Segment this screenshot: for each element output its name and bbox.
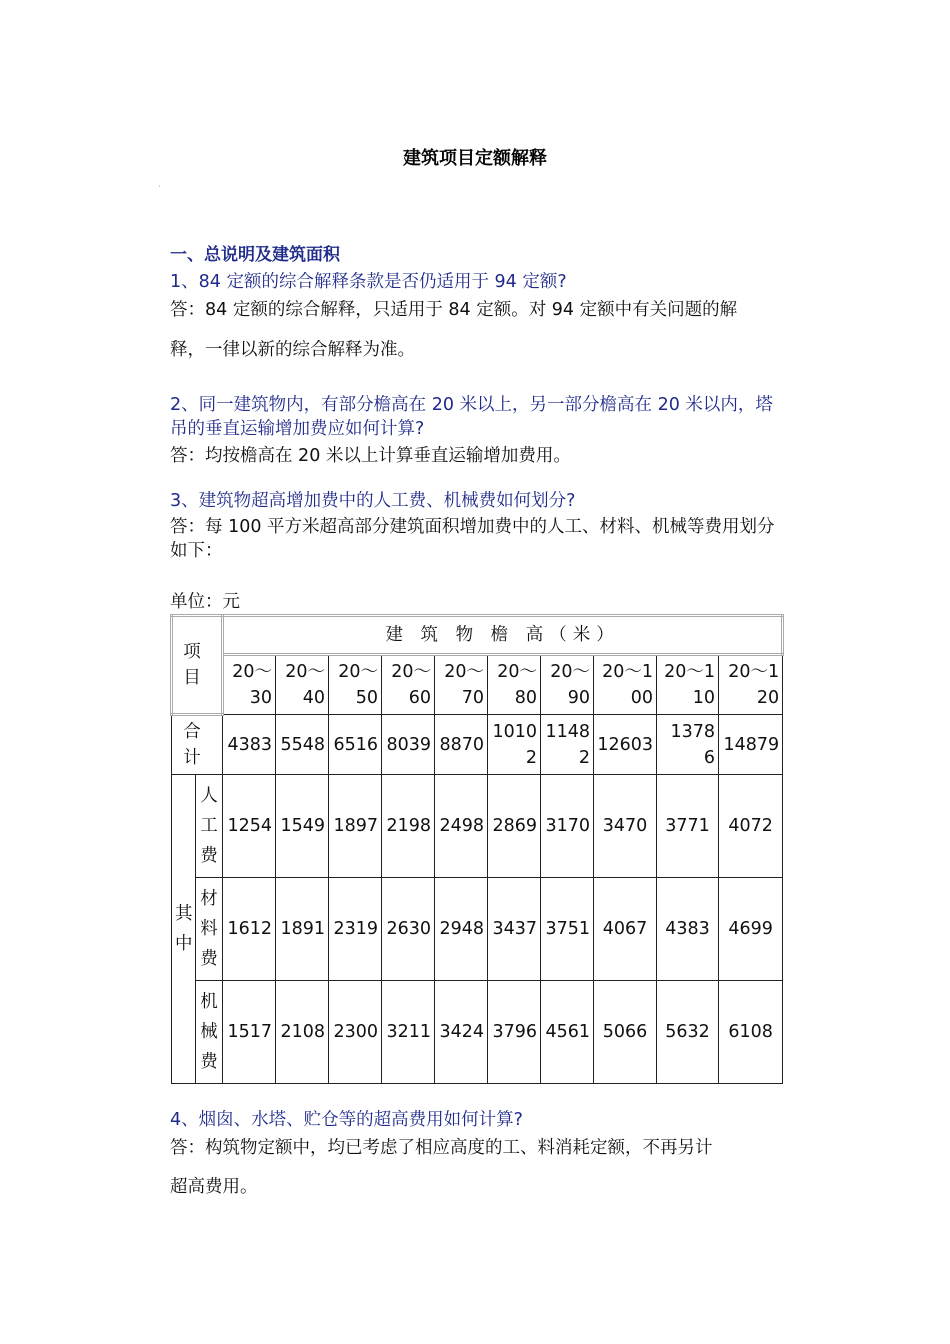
col-header: 20～100 bbox=[594, 655, 657, 715]
table-cell: 6108 bbox=[719, 981, 783, 1084]
table-cell: 5066 bbox=[594, 981, 657, 1084]
answer-3: 答：每 100 平方米超高部分建筑面积增加费中的人工、材料、机械等费用划分如下： bbox=[170, 517, 775, 561]
question-3: 3、建筑物超高增加费中的人工费、机械费如何划分? bbox=[170, 491, 576, 511]
answer-4-line1: 答：构筑物定额中，均已考虑了相应高度的工、料消耗定额，不再另计 bbox=[170, 1138, 713, 1158]
column-header-row bbox=[172, 655, 783, 715]
table-cell: 6516 bbox=[329, 715, 382, 775]
table-row-machinery bbox=[172, 981, 783, 1084]
row-label: 机械费 bbox=[196, 981, 223, 1084]
table-cell: 1891 bbox=[276, 878, 329, 981]
col-header: 20～70 bbox=[435, 655, 488, 715]
table-cell: 1549 bbox=[276, 775, 329, 878]
table-cell: 3470 bbox=[594, 775, 657, 878]
table-cell: 3424 bbox=[435, 981, 488, 1084]
table-header-row bbox=[172, 616, 783, 655]
row-label: 人工费 bbox=[196, 775, 223, 878]
row-label: 材料费 bbox=[196, 878, 223, 981]
table-cell: 1897 bbox=[329, 775, 382, 878]
answer-2: 答：均按檐高在 20 米以上计算垂直运输增加费用。 bbox=[170, 446, 571, 466]
table-cell: 13786 bbox=[657, 715, 719, 775]
qizhong-label: 其中 bbox=[172, 775, 196, 1084]
question-4: 4、烟囱、水塔、贮仓等的超高费用如何计算? bbox=[170, 1110, 523, 1130]
table-cell: 4383 bbox=[657, 878, 719, 981]
table-cell: 1254 bbox=[223, 775, 276, 878]
table-cell: 12603 bbox=[594, 715, 657, 775]
table-cell: 1612 bbox=[223, 878, 276, 981]
table-cell: 8870 bbox=[435, 715, 488, 775]
table-cell: 5548 bbox=[276, 715, 329, 775]
table-cell: 8039 bbox=[382, 715, 435, 775]
table-row-total bbox=[172, 715, 783, 775]
table-row-material bbox=[172, 878, 783, 981]
height-header: 建 筑 物 檐 高（米） bbox=[223, 616, 783, 655]
table-cell: 2869 bbox=[488, 775, 541, 878]
col-header: 20～110 bbox=[657, 655, 719, 715]
table-row-labor bbox=[172, 775, 783, 878]
quota-table bbox=[170, 614, 784, 1084]
marker: · bbox=[158, 182, 161, 191]
table-cell: 1517 bbox=[223, 981, 276, 1084]
table-cell: 3796 bbox=[488, 981, 541, 1084]
table-cell: 2108 bbox=[276, 981, 329, 1084]
col-header: 20～90 bbox=[541, 655, 594, 715]
table-cell: 2948 bbox=[435, 878, 488, 981]
question-1: 1、84 定额的综合解释条款是否仍适用于 94 定额? bbox=[170, 272, 567, 292]
col-header: 20～50 bbox=[329, 655, 382, 715]
item-header: 项 目 bbox=[172, 616, 223, 715]
section-heading: 一、总说明及建筑面积 bbox=[170, 245, 340, 265]
table-cell: 5632 bbox=[657, 981, 719, 1084]
table-cell: 4561 bbox=[541, 981, 594, 1084]
answer-1-line1: 答：84 定额的综合解释，只适用于 84 定额。对 94 定额中有关问题的解 bbox=[170, 300, 738, 320]
table-cell: 2300 bbox=[329, 981, 382, 1084]
answer-1-line2: 释，一律以新的综合解释为准。 bbox=[170, 340, 415, 360]
col-header: 20～120 bbox=[719, 655, 783, 715]
document-title: 建筑项目定额解释 bbox=[403, 148, 547, 169]
table-cell: 2319 bbox=[329, 878, 382, 981]
row-label: 合 计 bbox=[172, 715, 223, 775]
table-cell: 3170 bbox=[541, 775, 594, 878]
table-cell: 4072 bbox=[719, 775, 783, 878]
table-cell: 4383 bbox=[223, 715, 276, 775]
question-2: 2、同一建筑物内，有部分檐高在 20 米以上，另一部分檐高在 20 米以内，塔吊的垂直运输增加费应如何计算? bbox=[170, 395, 773, 439]
col-header: 20～30 bbox=[223, 655, 276, 715]
table-cell: 3751 bbox=[541, 878, 594, 981]
table-cell: 10102 bbox=[488, 715, 541, 775]
col-header: 20～40 bbox=[276, 655, 329, 715]
table-cell: 2498 bbox=[435, 775, 488, 878]
col-header: 20～60 bbox=[382, 655, 435, 715]
table-cell: 2630 bbox=[382, 878, 435, 981]
table-cell: 4699 bbox=[719, 878, 783, 981]
answer-4-line2: 超高费用。 bbox=[170, 1177, 258, 1197]
table-cell: 14879 bbox=[719, 715, 783, 775]
table-cell: 11482 bbox=[541, 715, 594, 775]
col-header: 20～80 bbox=[488, 655, 541, 715]
unit-label: 单位：元 bbox=[170, 592, 240, 612]
table-cell: 3437 bbox=[488, 878, 541, 981]
table-cell: 4067 bbox=[594, 878, 657, 981]
table-cell: 3211 bbox=[382, 981, 435, 1084]
table-cell: 3771 bbox=[657, 775, 719, 878]
table-cell: 2198 bbox=[382, 775, 435, 878]
